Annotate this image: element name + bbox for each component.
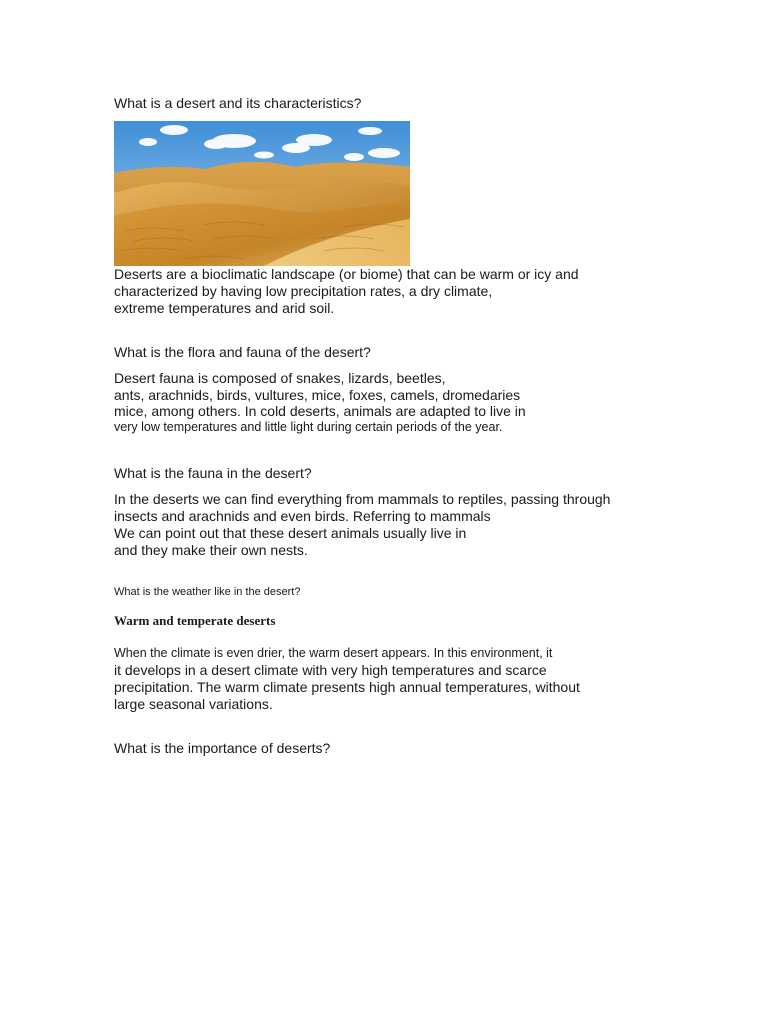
section3-body-line-2: insects and arachnids and even birds. Referring to mammals xyxy=(114,508,491,524)
section2-body-line-2: ants, arachnids, birds, vultures, mice, foxes, camels, dromedaries xyxy=(114,387,521,403)
heading-fauna-desert: What is the fauna in the desert? xyxy=(114,465,312,481)
heading-desert-characteristics: What is a desert and its characteristics? xyxy=(114,95,362,111)
section1-body-line-2: characterized by having low precipitation rates, a dry climate, xyxy=(114,283,493,299)
section2-body-line-3: mice, among others. In cold deserts, animals are adapted to live in xyxy=(114,403,526,419)
section3-body-line-3: We can point out that these desert animals usually live in xyxy=(114,525,467,541)
section3-body-line-1: In the deserts we can find everything from mammals to reptiles, passing through xyxy=(114,491,611,507)
heading-flora-fauna: What is the flora and fauna of the desert? xyxy=(114,344,371,360)
heading-weather: What is the weather like in the desert? xyxy=(114,586,301,598)
subheading-warm-temperate-deserts: Warm and temperate deserts xyxy=(114,613,276,628)
section4-body-line-2: it develops in a desert climate with very high temperatures and scarce xyxy=(114,662,547,678)
heading-importance-deserts: What is the importance of deserts? xyxy=(114,740,331,756)
section1-body-line-1: Deserts are a bioclimatic landscape (or biome) that can be warm or icy and xyxy=(114,266,579,282)
section3-body-line-4: and they make their own nests. xyxy=(114,542,308,558)
section4-body-line-1: When the climate is even drier, the warm desert appears. In this environment, it xyxy=(114,646,553,660)
section2-body-line-1: Desert fauna is composed of snakes, lizards, beetles, xyxy=(114,370,446,386)
section4-body-line-4: large seasonal variations. xyxy=(114,696,273,712)
desert-dunes-image xyxy=(114,121,410,266)
section1-body-line-3: extreme temperatures and arid soil. xyxy=(114,300,335,316)
section2-body-line-4: very low temperatures and little light during certain periods of the year. xyxy=(114,420,503,434)
section4-body-line-3: precipitation. The warm climate presents high annual temperatures, without xyxy=(114,679,580,695)
